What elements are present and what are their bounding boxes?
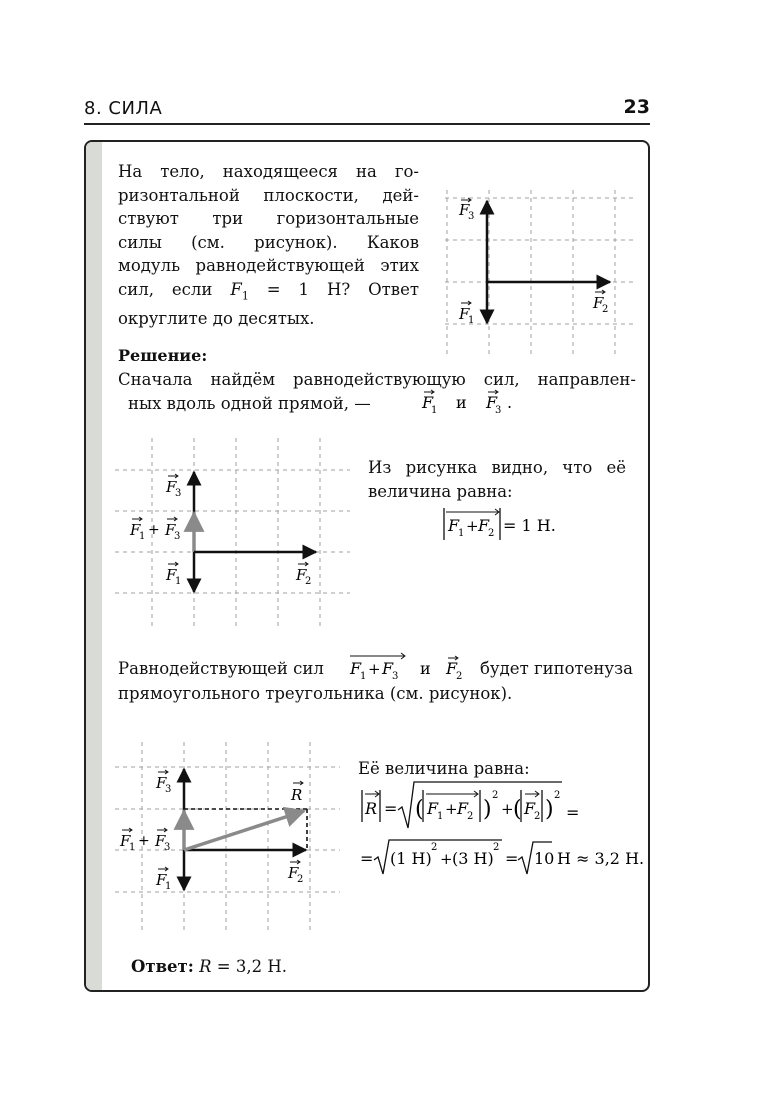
svg-text:2: 2: [467, 811, 474, 822]
label-f3: [155, 770, 171, 795]
problem-line: сил, если $F_1 = 1$ Н? Ответ: [118, 279, 419, 302]
svg-text:F: F: [478, 516, 490, 535]
svg-text:F: F: [130, 521, 141, 539]
svg-text:F: F: [156, 774, 167, 792]
svg-text:F: F: [422, 393, 434, 412]
svg-text:F: F: [593, 294, 604, 312]
svg-text:=: =: [384, 799, 398, 818]
svg-text:1: 1: [431, 405, 438, 416]
svg-text:R: R: [291, 786, 303, 804]
svg-text:F: F: [155, 832, 166, 850]
svg-text:1: 1: [360, 671, 367, 682]
step2-math: [346, 650, 476, 686]
svg-text:(3 Н): (3 Н): [452, 849, 494, 868]
svg-text:): ): [483, 797, 492, 822]
label-f1-plus-f3: [129, 517, 180, 542]
solution-line-math: [418, 386, 518, 420]
problem-statement: [118, 160, 419, 331]
svg-text:2: 2: [602, 304, 609, 315]
answer: [131, 955, 287, 979]
svg-text:+: +: [148, 522, 160, 538]
svg-text:+: +: [440, 850, 453, 868]
svg-text:2: 2: [488, 528, 495, 539]
problem-line: На тело, находящееся на го-: [118, 162, 419, 181]
vector-r: [184, 811, 304, 850]
step2-line: Равнодействующей сил: [118, 659, 324, 678]
step3-equation-1: [356, 778, 582, 834]
svg-text:F: F: [296, 566, 307, 584]
step1-equation: [440, 504, 570, 544]
svg-text:2: 2: [297, 874, 304, 885]
problem-line: ствуют три горизонтальные: [118, 209, 419, 228]
svg-text:3: 3: [175, 488, 182, 499]
svg-text:1: 1: [129, 842, 136, 853]
svg-text:3: 3: [495, 405, 502, 416]
step3-equation-2: [356, 838, 650, 878]
svg-text:2: 2: [534, 811, 541, 822]
svg-text:R: R: [365, 799, 378, 818]
svg-text:2: 2: [492, 790, 499, 801]
step3-line: Её величина равна:: [358, 759, 530, 778]
answer-value: = 3,2 Н.: [211, 957, 287, 976]
svg-text:F: F: [427, 799, 439, 818]
problem-line: модуль равнодействующей этих: [118, 256, 419, 275]
problem-line: округлите до десятых.: [118, 309, 315, 329]
svg-text:F: F: [156, 871, 167, 889]
section-title: 8. СИЛА: [84, 98, 163, 119]
svg-text:3: 3: [165, 784, 172, 795]
svg-text:F: F: [382, 659, 394, 678]
solution-heading: Решение:: [118, 346, 208, 365]
step2-line: будет гипотенуза: [480, 659, 633, 678]
svg-text:+: +: [445, 800, 458, 818]
label-r: [290, 781, 303, 804]
svg-text:=: =: [505, 849, 519, 868]
svg-text:+: +: [138, 833, 150, 849]
svg-text:F: F: [166, 478, 177, 496]
label-f1: [165, 562, 181, 587]
svg-text:=: =: [360, 849, 374, 868]
page-number: 23: [623, 96, 650, 118]
answer-label: Ответ:: [131, 957, 194, 976]
svg-text:2: 2: [493, 842, 500, 853]
label-f1-plus-f3: [119, 828, 170, 853]
svg-text:1: 1: [165, 881, 172, 892]
svg-text:=: =: [566, 803, 580, 822]
svg-text:F: F: [524, 799, 536, 818]
svg-text:1: 1: [175, 576, 182, 587]
svg-text:F: F: [350, 659, 362, 678]
answer-var: R: [199, 957, 212, 976]
svg-text:F: F: [165, 521, 176, 539]
svg-text:2: 2: [431, 842, 438, 853]
svg-text:F: F: [486, 393, 498, 412]
svg-text:3: 3: [174, 531, 181, 542]
label-f2: [287, 860, 303, 885]
solution-line: ных вдоль одной прямой, —: [128, 394, 371, 413]
label-f1: [155, 867, 171, 892]
svg-text:10: 10: [534, 849, 555, 868]
label-f3: [165, 474, 181, 499]
svg-text:F: F: [288, 864, 299, 882]
svg-text:1: 1: [437, 811, 444, 822]
svg-text:+: +: [368, 660, 381, 678]
math-f3: [485, 390, 501, 416]
figure-sum-f1-f3: [110, 438, 355, 633]
svg-text:F: F: [166, 566, 177, 584]
step1-text: [368, 456, 628, 503]
step1-result: = 1 Н.: [503, 516, 556, 535]
step2-line: прямоугольного треугольника (см. рисунок).: [118, 684, 513, 703]
svg-text:1: 1: [139, 531, 146, 542]
svg-text:F: F: [446, 659, 458, 678]
label-f3: [458, 198, 474, 222]
step1-line: Из рисунка видно, что её: [368, 458, 626, 477]
svg-text:3: 3: [468, 211, 475, 222]
svg-text:F: F: [459, 201, 470, 219]
box-stripe: [86, 142, 102, 990]
svg-text:2: 2: [305, 576, 312, 587]
svg-text:1: 1: [468, 315, 475, 326]
page-header: [84, 96, 650, 126]
svg-text:(1 Н): (1 Н): [390, 849, 432, 868]
math-f1: [421, 390, 437, 416]
svg-text:F: F: [120, 832, 131, 850]
svg-text:Н ≈ 3,2 Н.: Н ≈ 3,2 Н.: [557, 849, 645, 868]
svg-text:): ): [545, 797, 554, 822]
solution-line: Сначала найдём равнодействующую сил, направлен-: [118, 370, 636, 389]
math-and: и: [456, 393, 467, 412]
step1-line: величина равна:: [368, 481, 513, 501]
svg-text:3: 3: [164, 842, 171, 853]
svg-text:F: F: [459, 305, 470, 323]
svg-text:2: 2: [456, 671, 463, 682]
svg-text:3: 3: [392, 671, 399, 682]
svg-text:F: F: [457, 799, 469, 818]
svg-text:(: (: [513, 797, 522, 822]
problem-line: ризонтальной плоскости, дей-: [118, 185, 419, 205]
figure-triangle: [110, 742, 345, 938]
svg-text:+: +: [501, 800, 514, 818]
svg-text:2: 2: [554, 790, 561, 801]
math-period: .: [507, 393, 513, 412]
svg-text:+: +: [466, 517, 479, 535]
svg-text:и: и: [420, 659, 431, 678]
svg-text:1: 1: [458, 528, 465, 539]
figure-forces: [430, 190, 640, 360]
label-f2: [295, 562, 311, 587]
svg-text:(: (: [415, 797, 424, 822]
label-f2: [592, 290, 608, 315]
header-rule: [84, 123, 650, 125]
svg-text:F: F: [448, 516, 460, 535]
label-f1: [458, 301, 474, 326]
problem-line: силы (см. рисунок). Каков: [118, 232, 419, 252]
